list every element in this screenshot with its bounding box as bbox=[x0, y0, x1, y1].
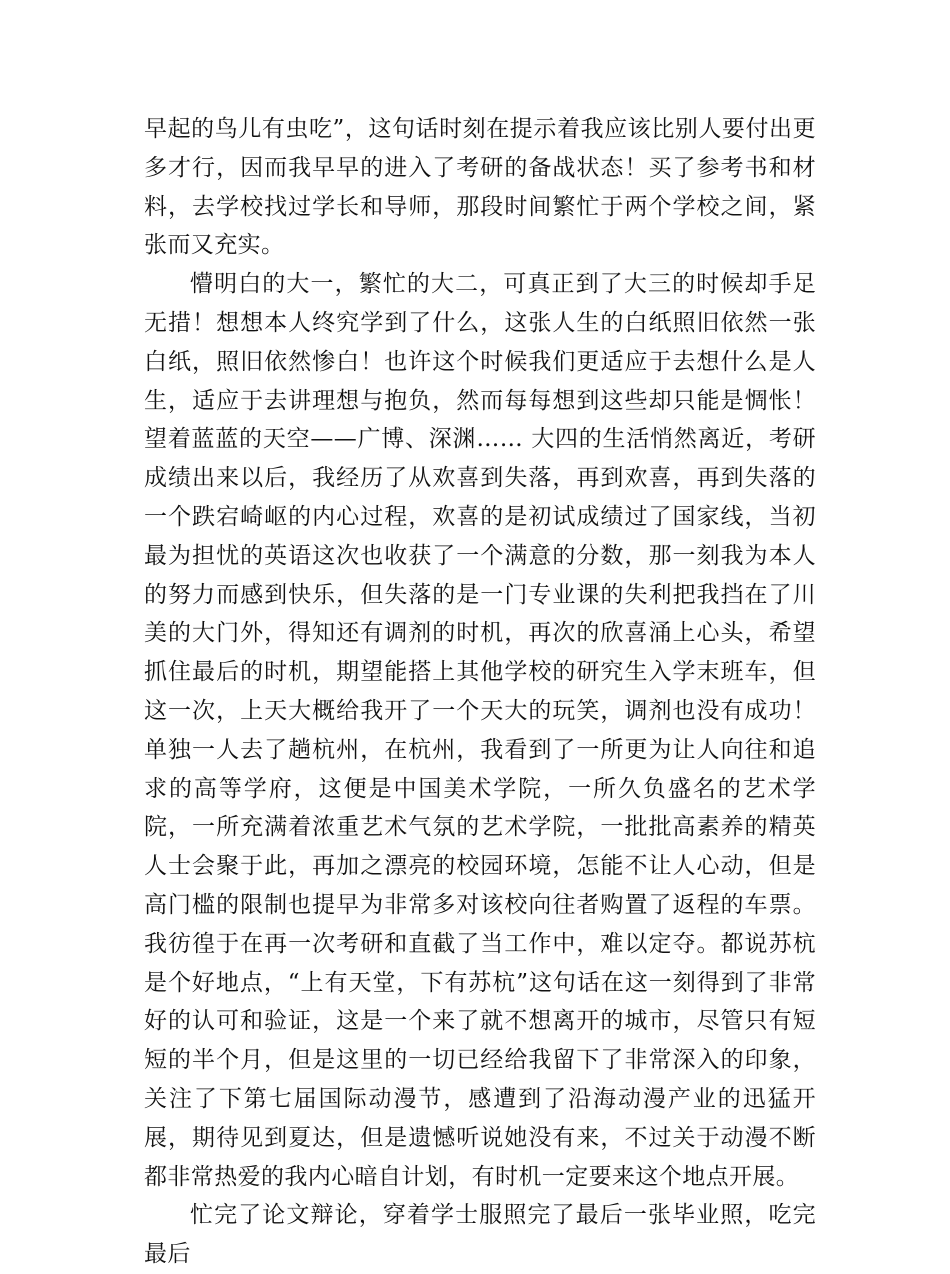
paragraph-3: 忙完了论文辩论，穿着学士服照完了最后一张毕业照，吃完最后 bbox=[144, 1202, 816, 1268]
paragraph-1: 早起的鸟儿有虫吃”，这句话时刻在提示着我应该比别人要付出更多才行，因而我早早的进入了考研的备战状态！买了参考书和材料，去学校找过学长和导师，那段时间繁忙于两个学校之间，紧张而又充实。 bbox=[144, 116, 816, 259]
document-body bbox=[144, 110, 816, 1274]
paragraph-2: 懵明白的大一，繁忙的大二，可真正到了大三的时候却手足无措！想想本人终究学到了什么，这张人生的白纸照旧依然一张白纸，照旧依然惨白！也许这个时候我们更适应于去想什么是人生，适应于去讲理想与抱负，然而每每想到这些却只能是惆怅！望着蓝蓝的天空——广博、深渊…… 大四的生活悄然离近，考研成绩出来以后，我经历了从欢喜到失落，再到欢喜，再到失落的一个跌宕崎岖的内心过程，欢喜的是初试成绩过了国家线，当初最为担忧的英语这次也收获了一个满意的分数，那一刻我为本人的努力而感到快乐，但失落的是一门专业课的失利把我挡在了川美的大门外，得知还有调剂的时机，再次的欣喜涌上心头，希望抓住最后的时机，期望能搭上其他学校的研究生入学末班车，但这一次，上天大概给我开了一个天大的玩笑，调剂也没有成功！单独一人去了趟杭州，在杭州，我看到了一所更为让人向往和追求的高等学府，这便是中国美术学院，一所久负盛名的艺术学院，一所充满着浓重艺术气氛的艺术学院，一批批高素养的精英人士会聚于此，再加之漂亮的校园环境，怎能不让人心动，但是高门槛的限制也提早为非常多对该校向往者购置了返程的车票。我彷徨于在再一次考研和直截了当工作中，难以定夺。都说苏杭是个好地点，“上有天堂，下有苏杭”这句话在这一刻得到了非常好的认可和验证，这是一个来了就不想离开的城市，尽管只有短短的半个月，但是这里的一切已经给我留下了非常深入的印象，关注了下第七届国际动漫节，感遭到了沿海动漫产业的迅猛开展，期待见到夏达，但是遗憾听说她没有来，不过关于动漫不断都非常热爱的我内心暗自计划，有时机一定要来这个地点开展。 bbox=[144, 271, 816, 1190]
